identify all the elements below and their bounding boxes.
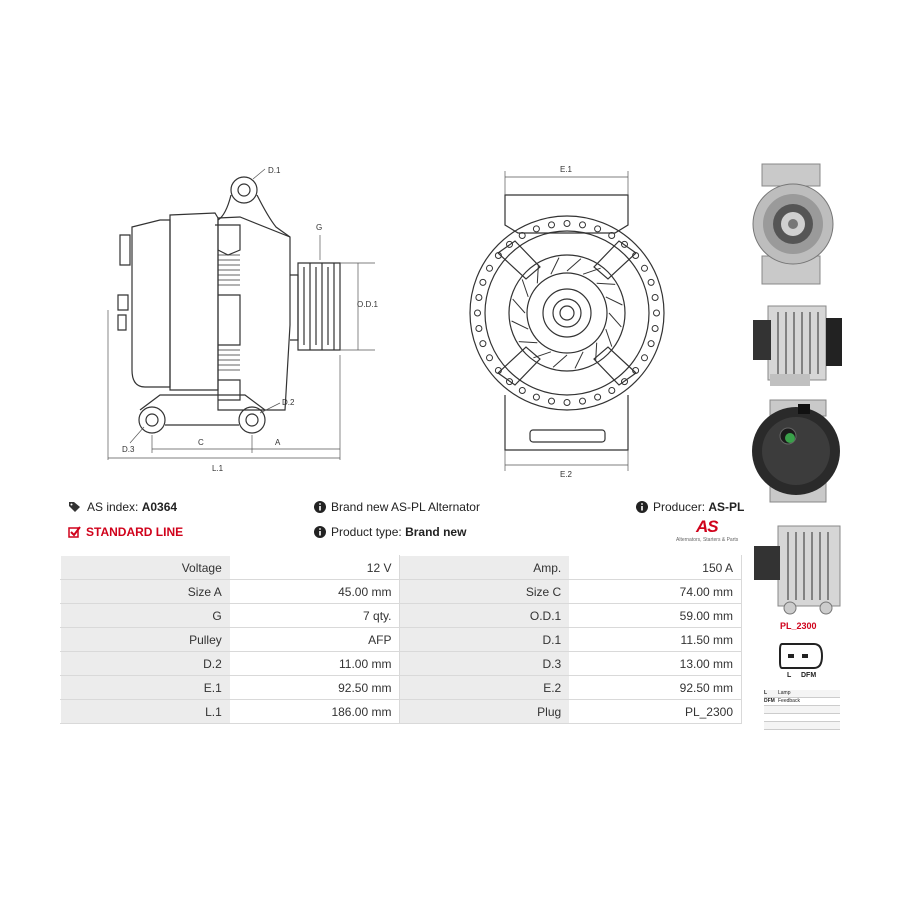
- spec-value: PL_2300: [570, 700, 742, 724]
- info-icon: [636, 501, 648, 517]
- spec-label: D.3: [400, 652, 570, 676]
- producer-label: Producer:: [653, 500, 706, 514]
- spec-label: Amp.: [400, 556, 570, 580]
- fan-blade: [512, 321, 529, 329]
- vent-slot: [652, 326, 658, 332]
- fan-blade: [575, 352, 583, 369]
- spec-label: Voltage: [61, 556, 231, 580]
- spec-value: 150 A: [570, 556, 742, 580]
- vent-slot: [652, 295, 658, 301]
- spec-value: 11.00 mm: [230, 652, 400, 676]
- vent-slot: [609, 388, 615, 394]
- side-view-drawing: [100, 155, 378, 480]
- spec-value: 92.50 mm: [230, 676, 400, 700]
- spec-label: Plug: [400, 700, 570, 724]
- info-icon: [314, 501, 326, 517]
- legend-row-empty: [764, 722, 840, 730]
- vent-slot: [580, 398, 586, 404]
- product-type: [314, 524, 466, 542]
- vent-slot: [476, 295, 482, 301]
- fan-blade: [533, 352, 551, 358]
- vent-slot: [580, 222, 586, 228]
- producer: [636, 499, 744, 517]
- spec-value: 59.00 mm: [570, 604, 742, 628]
- vent-slot: [475, 310, 481, 316]
- standard-line-text: STANDARD LINE: [86, 525, 184, 539]
- fan-blade: [596, 343, 597, 362]
- spec-value: 74.00 mm: [570, 580, 742, 604]
- alternator-photo-rear: [748, 396, 846, 506]
- logo-text: AS: [696, 517, 718, 536]
- vent-slot: [564, 221, 570, 227]
- spec-value: 45.00 mm: [230, 580, 400, 604]
- spec-label: D.2: [61, 652, 231, 676]
- vent-slot: [487, 265, 493, 271]
- product-type-value: Brand new: [405, 525, 467, 539]
- vent-slot: [648, 341, 654, 347]
- label-d1: D.1: [268, 166, 281, 175]
- fan-blade: [567, 259, 581, 271]
- spec-value: 11.50 mm: [570, 628, 742, 652]
- alternator-photo-side: [748, 298, 846, 390]
- vent-slot: [549, 222, 555, 228]
- plug-code: PL_2300: [780, 621, 817, 631]
- vent-slot: [480, 279, 486, 285]
- fan-blade: [551, 258, 559, 275]
- plug-pin-l: L: [787, 672, 792, 679]
- label-e1: E.1: [560, 165, 573, 174]
- spec-row: [61, 580, 742, 604]
- legend-row: [764, 698, 840, 706]
- spec-value: 12 V: [230, 556, 400, 580]
- label-c: C: [198, 438, 204, 447]
- legend-row: [764, 690, 840, 698]
- as-index: [68, 499, 177, 517]
- spec-label: Pulley: [61, 628, 231, 652]
- spec-row: [61, 556, 742, 580]
- spec-row: [61, 652, 742, 676]
- plug-connector-icon: [776, 640, 826, 672]
- info-icon: [314, 526, 326, 542]
- alternator-photo-side-2: [748, 518, 846, 616]
- vent-slot: [519, 388, 525, 394]
- spec-value: 186.00 mm: [230, 700, 400, 724]
- label-d3: D.3: [122, 445, 135, 454]
- spec-value: 92.50 mm: [570, 676, 742, 700]
- spec-label: E.1: [61, 676, 231, 700]
- specs-table: [60, 555, 742, 724]
- vent-slot: [564, 400, 570, 406]
- fan-blade: [537, 265, 538, 284]
- label-od1: O.D.1: [357, 300, 378, 309]
- as-pl-logo: [676, 517, 744, 545]
- front-view-drawing: [460, 155, 685, 480]
- brand-new-info: [314, 499, 480, 517]
- fan-blade: [522, 279, 528, 297]
- spec-label: Size A: [61, 580, 231, 604]
- spec-label: E.2: [400, 676, 570, 700]
- logo-tagline: Alternators, Starters & Parts: [676, 537, 739, 543]
- legend-desc: Lamp: [778, 690, 791, 696]
- vent-slot: [476, 326, 482, 332]
- checkbox-checked-icon: [68, 526, 81, 542]
- spec-row: [61, 604, 742, 628]
- fan-blade: [519, 342, 538, 343]
- vent-slot: [642, 265, 648, 271]
- label-g: G: [316, 223, 323, 232]
- vent-slot: [480, 341, 486, 347]
- brand-new-text: Brand new AS-PL Alternator: [331, 500, 480, 514]
- vent-slot: [654, 310, 660, 316]
- vent-slot: [642, 355, 648, 361]
- plug-pin-dfm: DFM: [801, 672, 817, 679]
- tags-icon: [68, 501, 82, 517]
- vent-slot: [549, 398, 555, 404]
- vent-slot: [533, 226, 539, 232]
- product-type-label: Product type:: [331, 525, 402, 539]
- fan-blade: [553, 355, 567, 367]
- legend-row-empty: [764, 714, 840, 722]
- fan-blade: [606, 329, 612, 347]
- fan-blade: [583, 268, 601, 274]
- label-d2: D.2: [282, 398, 295, 407]
- spec-value: 7 qty.: [230, 604, 400, 628]
- standard-line: [68, 524, 183, 542]
- spec-value: AFP: [230, 628, 400, 652]
- spec-label: Size C: [400, 580, 570, 604]
- label-l1: L.1: [212, 464, 224, 473]
- legend-desc: Feedback: [778, 698, 800, 704]
- producer-value: AS-PL: [708, 500, 745, 514]
- legend-pin: L: [764, 690, 768, 696]
- as-index-value: A0364: [141, 500, 178, 514]
- legend-pin: DFM: [764, 698, 775, 704]
- spec-value: 13.00 mm: [570, 652, 742, 676]
- fan-blade: [609, 313, 621, 327]
- alternator-photo-front: [748, 160, 846, 288]
- spec-row: [61, 628, 742, 652]
- fan-blade: [606, 297, 623, 305]
- spec-label: D.1: [400, 628, 570, 652]
- vent-slot: [595, 226, 601, 232]
- as-index-label: AS index:: [87, 500, 139, 514]
- label-e2: E.2: [560, 470, 573, 479]
- vent-slot: [487, 355, 493, 361]
- label-a: A: [275, 438, 281, 447]
- vent-slot: [648, 279, 654, 285]
- vent-slot: [533, 394, 539, 400]
- spec-label: L.1: [61, 700, 231, 724]
- spec-label: O.D.1: [400, 604, 570, 628]
- fan-blade: [513, 299, 525, 313]
- plug-legend: [764, 690, 840, 730]
- spec-row: [61, 676, 742, 700]
- spec-label: G: [61, 604, 231, 628]
- vent-slot: [595, 394, 601, 400]
- spec-row: [61, 700, 742, 724]
- fan-blade: [597, 283, 616, 284]
- legend-row-empty: [764, 706, 840, 714]
